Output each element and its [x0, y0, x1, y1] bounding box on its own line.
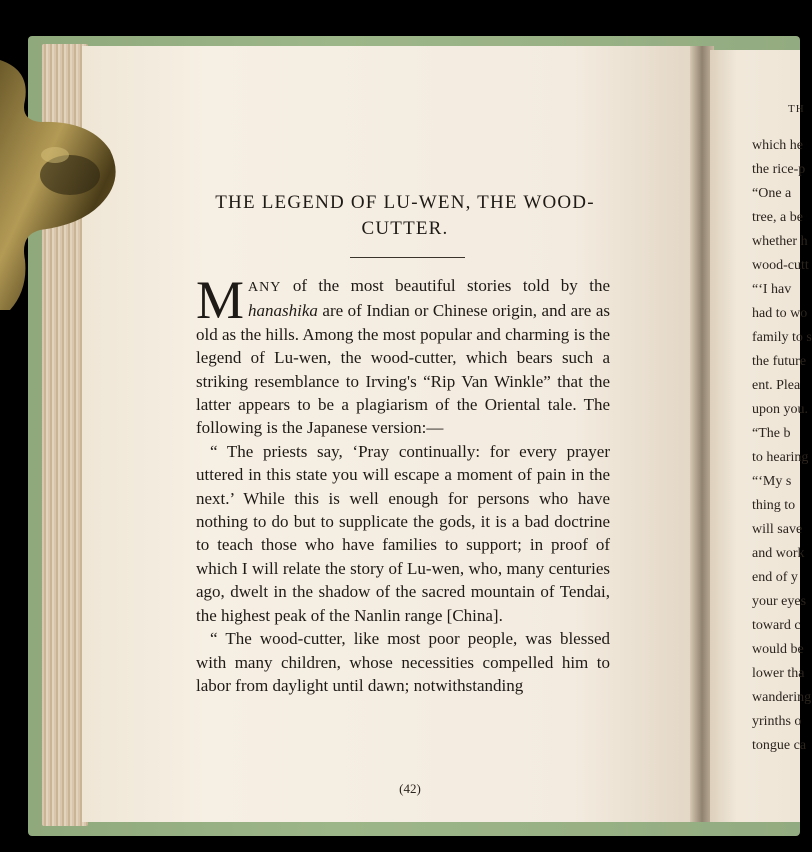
- right-page-line: upon you.: [752, 402, 808, 417]
- right-page-line: to hearing: [752, 450, 809, 465]
- italic-term: hanashika: [248, 301, 318, 321]
- right-page-line: which he: [752, 138, 803, 153]
- paragraph-3: “ The wood-cutter, like most poor people, was blessed with many children, whose necessities compelled him to labor from daylight until dawn; notwithstanding: [196, 629, 610, 695]
- right-page-line: yrinths o: [752, 714, 802, 729]
- title-line-2: CUTTER.: [361, 218, 449, 239]
- right-page-line: “One a: [752, 186, 792, 201]
- right-running-head: TH: [788, 103, 805, 115]
- right-page-line: “‘I hav: [752, 282, 792, 297]
- right-page-line: had to wo: [752, 306, 808, 321]
- right-page-line: family to s: [752, 330, 812, 345]
- drop-cap: M: [196, 270, 245, 330]
- brass-clip-icon: [0, 60, 120, 310]
- right-page-line: “The b: [752, 426, 791, 441]
- page-number: (42): [399, 781, 421, 796]
- body-text: [196, 270, 610, 697]
- right-page-line: whether h: [752, 234, 808, 249]
- right-page-line: will save: [752, 522, 803, 537]
- right-page-line: end of y: [752, 570, 798, 585]
- right-page-line: lower tha: [752, 666, 805, 681]
- right-page-line: wood-cutt: [752, 258, 809, 273]
- paragraph-1-lead: of the most beautiful stories told by the: [281, 276, 610, 295]
- title-line-1: THE LEGEND OF LU-WEN, THE WOOD-: [215, 192, 595, 213]
- paragraph-2: “ The priests say, ‘Pray continually: for every prayer uttered in this state you will escape a moment of pain in the next.’ While this is well enough for persons who have nothing to do but to supplicate the gods, it is a bad doctrine to teach those who have families to support; in proof of which I will relate the story of Lu-wen, who, many centuries ago, dwelt in the shadow of the sacred mountain of Tendai, the highest peak of the Nanlin range [China].: [196, 441, 610, 625]
- right-page-line: would be: [752, 642, 804, 657]
- right-page-line: “‘My s: [752, 474, 792, 489]
- paragraph-1: [196, 270, 610, 440]
- paragraph-1-rest: are of Indian or Chinese origin, and are as old as the hills. Among the most popular and charming is the legend of Lu-wen, the wood-cutter, which bears such a striking resemblance to Irving's “Rip Van Winkle” that the latter appears to be a plagiarism of the Oriental tale. The following is the Japanese version:—: [196, 301, 610, 438]
- right-page-line: ent. Plea: [752, 378, 801, 393]
- right-page-line: wandering: [752, 690, 812, 705]
- first-word-rest: ANY: [248, 280, 282, 295]
- chapter-title: [190, 190, 620, 242]
- right-page-line: the future: [752, 354, 807, 369]
- right-page-line: tree, a be: [752, 210, 803, 225]
- right-page-line: your eyes: [752, 594, 807, 609]
- title-divider: [350, 257, 465, 258]
- right-page-line: thing to: [752, 498, 796, 513]
- right-page-line: tongue ca: [752, 738, 807, 753]
- right-page-line: and work: [752, 546, 805, 561]
- right-page-line: the rice-p: [752, 162, 806, 177]
- right-page-line: toward c: [752, 618, 801, 633]
